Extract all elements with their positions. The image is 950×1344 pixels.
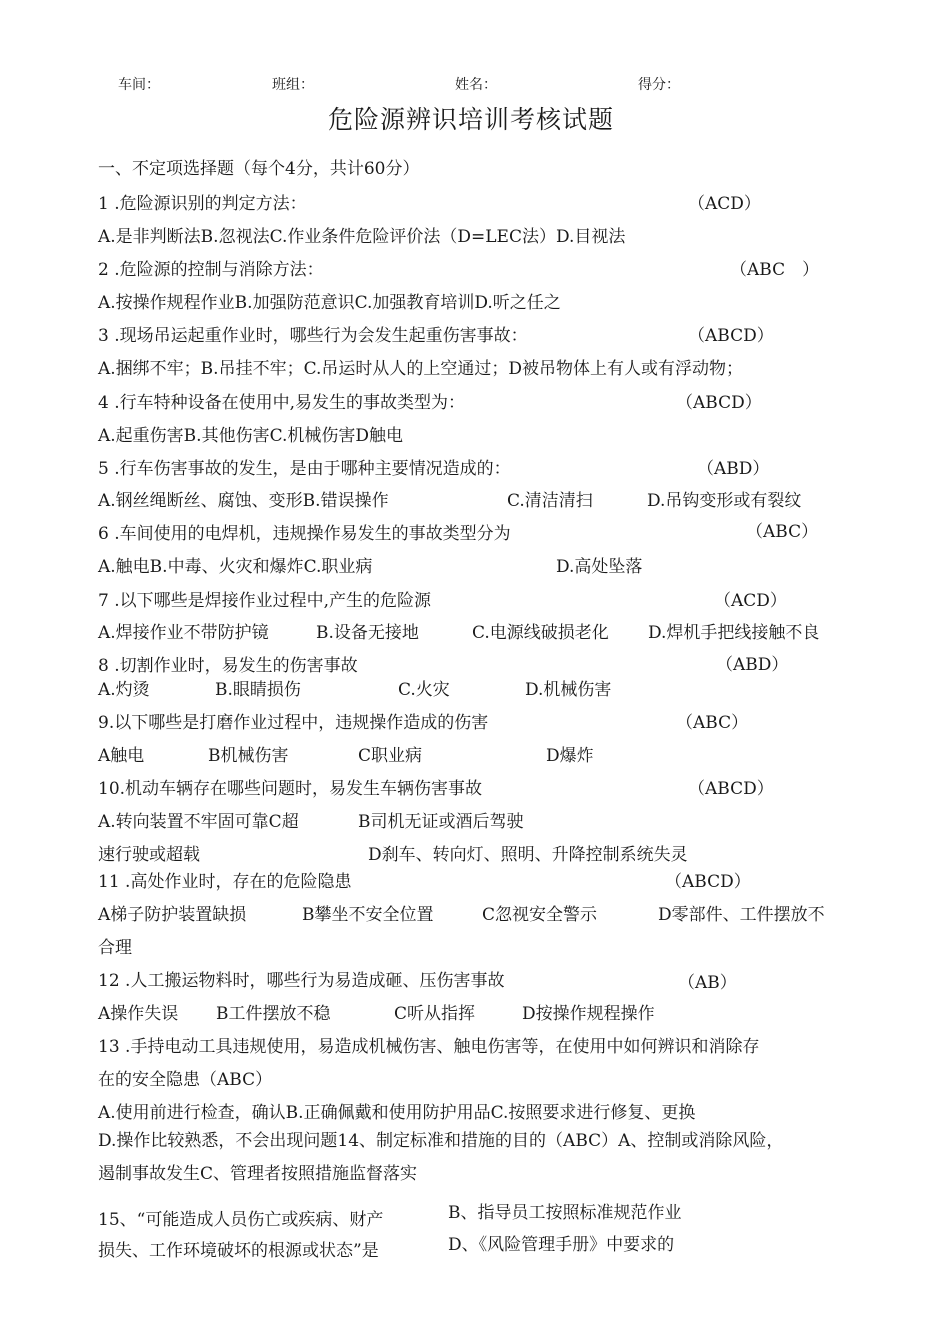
question-13: 13 .手持电动工具违规使用，易造成机械伤害、触电伤害等，在使用中如何辨识和消除存 <box>98 1037 760 1057</box>
question-7: 7 .以下哪些是焊接作业过程中,产生的危险源 <box>98 591 432 611</box>
question-6: 6 .车间使用的电焊机，违规操作易发生的事故类型分为 <box>98 524 511 544</box>
option-11a: A梯子防护装置缺损 <box>98 905 247 925</box>
option-14d: D、《风险管理手册》中要求的 <box>448 1235 675 1255</box>
option-11b: B攀坐不安全位置 <box>302 905 434 925</box>
answer-12: （AB） <box>678 973 737 993</box>
option-6a: A.触电B.中毒、火灾和爆炸C.职业病 <box>98 557 373 577</box>
option-7d: D.焊机手把线接触不良 <box>648 623 820 643</box>
team-label: 班组： <box>272 77 314 93</box>
answer-1: （ACD） <box>688 194 761 214</box>
option-5d: D.吊钩变形或有裂纹 <box>647 491 802 511</box>
question-15-cont: 损失、工作环境破坏的根源或状态”是 <box>98 1241 379 1261</box>
option-8c: C.火灾 <box>398 680 450 700</box>
answer-10: （ABCD） <box>688 779 774 799</box>
option-7c: C.电源线破损老化 <box>472 623 609 643</box>
options-3: A.捆绑不牢；B.吊挂不牢；C.吊运时从人的上空通过；D被吊物体上有人或有浮动物； <box>98 359 744 379</box>
option-12a: A操作失误 <box>98 1004 179 1024</box>
answer-4: （ABCD） <box>676 393 762 413</box>
answer-7: （ACD） <box>714 591 787 611</box>
question-15: 15、“可能造成人员伤亡或疾病、财产 <box>98 1210 384 1230</box>
option-9d: D爆炸 <box>546 746 594 766</box>
option-7a: A.焊接作业不带防护镜 <box>98 623 269 643</box>
option-8a: A.灼烫 <box>98 680 150 700</box>
answer-3: （ABCD） <box>688 326 774 346</box>
answer-9: （ABC） <box>676 713 749 733</box>
option-12c: C听从指挥 <box>394 1004 476 1024</box>
page-title: 危险源辨识培训考核试题 <box>328 105 615 134</box>
options-13: A.使用前进行检查，确认B.正确佩戴和使用防护用品C.按照要求进行修复、更换 <box>98 1103 696 1123</box>
option-10d: D刹车、转向灯、照明、升降控制系统失灵 <box>368 845 688 865</box>
question-12: 12 .人工搬运物料时，哪些行为易造成砸、压伤害事故 <box>98 971 505 991</box>
answer-5: （ABD） <box>697 459 770 479</box>
option-6d: D.高处坠落 <box>556 557 643 577</box>
option-5c: C.清洁清扫 <box>507 491 593 511</box>
option-10a: A.转向装置不牢固可靠C超 <box>98 812 299 832</box>
option-13d: D.操作比较熟悉，不会出现问题14、制定标准和措施的目的（ABC）A、控制或消除风险， <box>98 1131 784 1151</box>
option-9b: B机械伤害 <box>208 746 289 766</box>
options-2: A.按操作规程作业B.加强防范意识C.加强教育培训D.听之任之 <box>98 293 561 313</box>
option-11d-cont: 合理 <box>98 938 132 958</box>
option-11d: D零部件、工件摆放不 <box>658 905 825 925</box>
option-12d: D按操作规程操作 <box>522 1004 655 1024</box>
question-10: 10.机动车辆存在哪些问题时，易发生车辆伤害事故 <box>98 779 483 799</box>
question-2: 2 .危险源的控制与消除方法： <box>98 260 324 280</box>
option-9c: C职业病 <box>358 746 423 766</box>
options-1: A.是非判断法B.忽视法C.作业条件危险评价法（D=LEC法）D.目视法 <box>98 227 626 247</box>
question-14-cont: 遏制事故发生C、管理者按照措施监督落实 <box>98 1164 418 1184</box>
question-11: 11 .高处作业时，存在的危险隐患 <box>98 872 352 892</box>
question-5: 5 .行车伤害事故的发生，是由于哪种主要情况造成的： <box>98 459 511 479</box>
score-label: 得分： <box>638 77 680 93</box>
option-14b: B、指导员工按照标准规范作业 <box>448 1203 682 1223</box>
workshop-label: 车间： <box>118 77 160 93</box>
name-label: 姓名： <box>455 77 497 93</box>
option-9a: A触电 <box>98 746 145 766</box>
answer-6: （ABC） <box>746 522 819 542</box>
question-1: 1 .危险源识别的判定方法： <box>98 194 307 214</box>
option-8d: D.机械伤害 <box>525 680 612 700</box>
option-7b: B.设备无接地 <box>316 623 419 643</box>
options-4: A.起重伤害B.其他伤害C.机械伤害D触电 <box>98 426 404 446</box>
answer-8: （ABD） <box>716 655 789 675</box>
option-12b: B工件摆放不稳 <box>216 1004 331 1024</box>
question-13-cont: 在的安全隐患（ABC） <box>98 1070 273 1090</box>
question-4: 4 .行车特种设备在使用中,易发生的事故类型为： <box>98 393 466 413</box>
answer-2: （ABC ） <box>730 260 820 280</box>
question-9: 9.以下哪些是打磨作业过程中，违规操作造成的伤害 <box>98 713 489 733</box>
option-10b: B司机无证或酒后驾驶 <box>358 812 524 832</box>
answer-11: （ABCD） <box>665 872 751 892</box>
section-title: 一、不定项选择题（每个4分，共计60分） <box>98 159 420 179</box>
option-10c-cont: 速行驶或超载 <box>98 845 200 865</box>
option-8b: B.眼睛损伤 <box>215 680 301 700</box>
option-5a: A.钢丝绳断丝、腐蚀、变形B.错误操作 <box>98 491 389 511</box>
question-8: 8 .切割作业时，易发生的伤害事故 <box>98 656 358 676</box>
option-11c: C忽视安全警示 <box>482 905 598 925</box>
question-3: 3 .现场吊运起重作业时，哪些行为会发生起重伤害事故： <box>98 326 528 346</box>
